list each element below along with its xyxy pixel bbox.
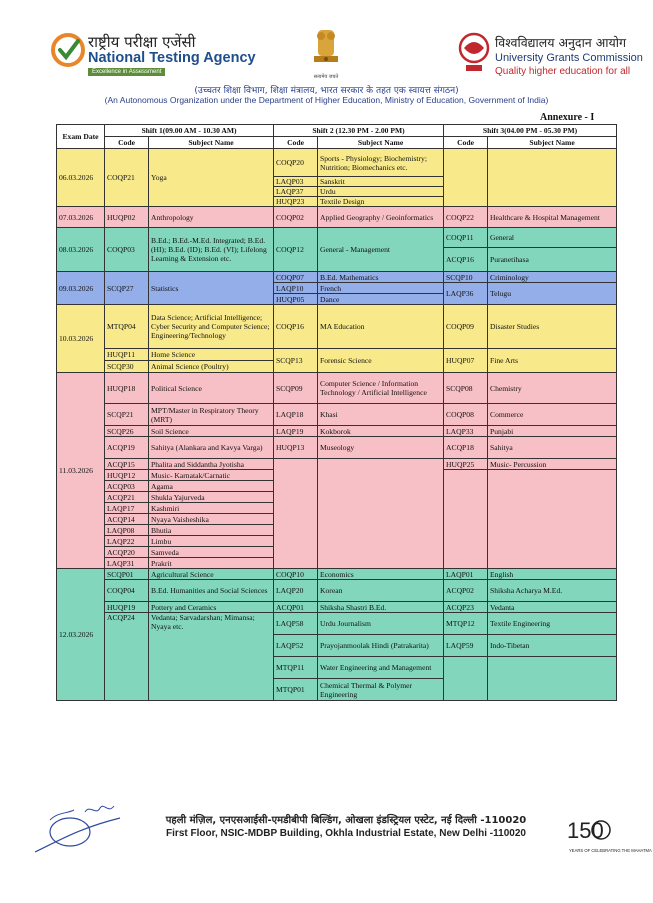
subject-code: LAQP59 xyxy=(444,635,488,657)
subject-name: Sanskrit xyxy=(318,177,444,187)
subject-code: SCQP10 xyxy=(444,272,488,283)
logo-150-text: YEARS OF CELEBRATING THE MAHATMA xyxy=(569,848,652,853)
shift2-header: Shift 2 (12.30 PM - 2.00 PM) xyxy=(274,125,444,137)
signature-stamp-icon xyxy=(30,800,125,860)
subject-name: Soil Science xyxy=(149,426,274,437)
subject-code: COQP07 xyxy=(274,272,318,283)
subject-code: ACQP20 xyxy=(105,547,149,558)
subtitle-english: (An Autonomous Organization under the Department of Higher Education, Ministry of Education, Government of India) xyxy=(104,95,549,105)
subject-name: Animal Science (Poultry) xyxy=(149,361,274,373)
subject-name: Textile Design xyxy=(318,197,444,207)
exam-schedule-table xyxy=(56,124,617,701)
subject-code: LAQP33 xyxy=(444,426,488,437)
subject-name: Water Engineering and Management xyxy=(318,657,444,679)
subject-name: Home Science xyxy=(149,349,274,361)
subject-name: Vedanta xyxy=(488,602,617,613)
table-row xyxy=(57,207,617,228)
subject-name: Disaster Studies xyxy=(488,305,617,349)
subject-name: Shiksha Acharya M.Ed. xyxy=(488,580,617,602)
subject-name: Sahitya xyxy=(488,437,617,459)
subject-name: Khasi xyxy=(318,404,444,426)
subject-code: LAQP18 xyxy=(274,404,318,426)
subject-code: HUQP05 xyxy=(274,294,318,305)
ugc-logo-icon xyxy=(456,32,492,74)
subject-code: COQP12 xyxy=(274,228,318,272)
subject-name: Music- Percussion xyxy=(488,459,617,470)
nta-tagline: Excellence in Assessment xyxy=(88,68,165,76)
table-row xyxy=(57,149,617,177)
page-header xyxy=(0,0,653,120)
subject-code: ACQP03 xyxy=(105,481,149,492)
subject-code: LAQP03 xyxy=(274,177,318,187)
subject-code: LAQP58 xyxy=(274,613,318,635)
subject-name: Sahitya (Alankara and Kavya Varga) xyxy=(149,437,274,459)
subject-code: COQP10 xyxy=(274,569,318,580)
subject-name: Fine Arts xyxy=(488,349,617,373)
subject-name: Music- Karnatak/Carnatic xyxy=(149,470,274,481)
subject-name: Political Science xyxy=(149,373,274,404)
exam-date: 11.03.2026 xyxy=(57,373,105,569)
empty-cell xyxy=(274,459,318,569)
subject-code: SCQP26 xyxy=(105,426,149,437)
subject-name: Computer Science / Information Technology / Artificial Intelligence xyxy=(318,373,444,404)
subject-name: Healthcare & Hospital Management xyxy=(488,207,617,228)
table-row xyxy=(57,228,617,248)
subject-name: English xyxy=(488,569,617,580)
code-header: Code xyxy=(274,137,318,149)
national-emblem-icon xyxy=(308,26,344,76)
table-row xyxy=(57,437,617,459)
subject-code: LAQP08 xyxy=(105,525,149,536)
code-header: Code xyxy=(105,137,149,149)
subject-name: Limbu xyxy=(149,536,274,547)
subject-code: LAQP52 xyxy=(274,635,318,657)
subject-name: Commerce xyxy=(488,404,617,426)
exam-date: 12.03.2026 xyxy=(57,569,105,701)
emblem-motto: सत्यमेव जयते xyxy=(313,74,339,80)
ugc-name: University Grants Commission xyxy=(495,52,643,64)
subject-name: Telugu xyxy=(488,283,617,305)
subject-name: Chemistry xyxy=(488,373,617,404)
subject-name: Bhutia xyxy=(149,525,274,536)
subtitle-hindi: (उच्चतर शिक्षा विभाग, शिक्षा मंत्रालय, भारत सरकार के तहत एक स्वायत्त संगठन) xyxy=(194,86,459,96)
subject-name: Urdu xyxy=(318,187,444,197)
subject-code: HUQP02 xyxy=(105,207,149,228)
table-row xyxy=(57,272,617,283)
shift3-header: Shift 3(04.00 PM - 05.30 PM) xyxy=(444,125,617,137)
empty-cell xyxy=(488,470,617,569)
150-years-mahatma-logo xyxy=(565,808,652,864)
subject-code: HUQP12 xyxy=(105,470,149,481)
subject-name: Prayojanmoolak Hindi (Patrakarita) xyxy=(318,635,444,657)
subject-code: SCQP01 xyxy=(105,569,149,580)
subject-name: Kokborok xyxy=(318,426,444,437)
subject-code: HUQP18 xyxy=(105,373,149,404)
exam-date: 06.03.2026 xyxy=(57,149,105,207)
subject-name: Prakrit xyxy=(149,558,274,569)
subject-code: SCQP08 xyxy=(444,373,488,404)
subject-code: SCQP27 xyxy=(105,272,149,305)
empty-cell xyxy=(488,149,617,207)
subject-code: SCQP30 xyxy=(105,361,149,373)
empty-cell xyxy=(444,470,488,569)
subject-name: Nyaya Vaisheshika xyxy=(149,514,274,525)
nta-name: National Testing Agency xyxy=(88,50,256,66)
subject-code: LAQP22 xyxy=(105,536,149,547)
subject-name: Kashmiri xyxy=(149,503,274,514)
subject-code: COQP04 xyxy=(105,580,149,602)
subject-code: COQP09 xyxy=(444,305,488,349)
subject-name: Chemical Thermal & Polymer Engineering xyxy=(318,679,444,701)
subject-code: MTQP04 xyxy=(105,305,149,349)
subject-name: MA Education xyxy=(318,305,444,349)
logo-150-number: 150 xyxy=(567,818,604,843)
subject-name: Agama xyxy=(149,481,274,492)
subject-code: MTQP12 xyxy=(444,613,488,635)
subject-name: Yoga xyxy=(149,149,274,207)
subject-header: Subject Name xyxy=(149,137,274,149)
subject-name: Shukla Yajurveda xyxy=(149,492,274,503)
subject-code: ACQP14 xyxy=(105,514,149,525)
table-header-row xyxy=(57,125,617,137)
subject-code: COQP16 xyxy=(274,305,318,349)
subject-code: ACQP23 xyxy=(444,602,488,613)
subject-code: HUQP07 xyxy=(444,349,488,373)
subject-code: ACQP19 xyxy=(105,437,149,459)
subject-name: Applied Geography / Geoinformatics xyxy=(318,207,444,228)
subject-name: Indo-Tibetan xyxy=(488,635,617,657)
subject-code: COQP03 xyxy=(105,228,149,272)
annexure-label: Annexure - I xyxy=(540,112,595,123)
subject-name: Urdu Journalism xyxy=(318,613,444,635)
subject-header: Subject Name xyxy=(488,137,617,149)
nta-logo-icon xyxy=(50,32,86,68)
subject-name: Agricultural Science xyxy=(149,569,274,580)
subject-code: COQP21 xyxy=(105,149,149,207)
subject-name: MPT/Master in Respiratory Theory (MRT) xyxy=(149,404,274,426)
subject-code: SCQP13 xyxy=(274,349,318,373)
subject-code: LAQP36 xyxy=(444,283,488,305)
code-header: Code xyxy=(444,137,488,149)
empty-cell xyxy=(444,657,488,701)
subject-code: LAQP17 xyxy=(105,503,149,514)
table-row xyxy=(57,569,617,580)
exam-date-header: Exam Date xyxy=(57,125,105,149)
table-row xyxy=(57,459,617,470)
subject-code: ACQP18 xyxy=(444,437,488,459)
subject-name: Dance xyxy=(318,294,444,305)
subject-code: HUQP23 xyxy=(274,197,318,207)
table-row xyxy=(57,349,617,361)
subject-code: LAQP37 xyxy=(274,187,318,197)
table-row xyxy=(57,305,617,349)
ugc-tagline: Quality higher education for all xyxy=(495,66,631,77)
subject-name: Criminology xyxy=(488,272,617,283)
subject-code: COQP11 xyxy=(444,228,488,248)
subject-name: Samveda xyxy=(149,547,274,558)
table-subheader-row xyxy=(57,137,617,149)
subject-name: Data Science; Artificial Intelligence; Cyber Security and Computer Science; Engineering/Technology xyxy=(149,305,274,349)
subject-code: HUQP13 xyxy=(274,437,318,459)
subject-name: B.Ed. Mathematics xyxy=(318,272,444,283)
exam-date: 09.03.2026 xyxy=(57,272,105,305)
exam-date: 07.03.2026 xyxy=(57,207,105,228)
subject-code: COQP22 xyxy=(444,207,488,228)
subject-name: Phalita and Siddantha Jyotisha xyxy=(149,459,274,470)
subject-name: Museology xyxy=(318,437,444,459)
subject-name: General - Management xyxy=(318,228,444,272)
subject-code: ACQP16 xyxy=(444,248,488,272)
subject-name: Economics xyxy=(318,569,444,580)
subject-code: HUQP19 xyxy=(105,602,149,613)
subject-code: HUQP11 xyxy=(105,349,149,361)
subject-name: Pottery and Ceramics xyxy=(149,602,274,613)
shift1-header: Shift 1(09.00 AM - 10.30 AM) xyxy=(105,125,274,137)
nta-hindi-name: राष्ट्रीय परीक्षा एजेंसी xyxy=(88,33,196,51)
subject-code: ACQP15 xyxy=(105,459,149,470)
table-row xyxy=(57,426,617,437)
exam-date: 10.03.2026 xyxy=(57,305,105,373)
subject-name: B.Ed. Humanities and Social Sciences xyxy=(149,580,274,602)
empty-cell xyxy=(444,149,488,207)
subject-name: Textile Engineering xyxy=(488,613,617,635)
empty-cell xyxy=(488,657,617,701)
subject-code: SCQP21 xyxy=(105,404,149,426)
table-row xyxy=(57,373,617,404)
subject-name: Punjabi xyxy=(488,426,617,437)
subject-code: COQP02 xyxy=(274,207,318,228)
subject-code: LAQP19 xyxy=(274,426,318,437)
subject-name: Sports - Physiology; Biochemistry; Nutrition; Biomechanics etc. xyxy=(318,149,444,177)
table-row xyxy=(57,404,617,426)
subject-name: General xyxy=(488,228,617,248)
address-hindi: पहली मंज़िल, एनएसआईसी-एमडीबीपी बिल्डिंग, ओखला इंडस्ट्रियल एस्टेट, नई दिल्ली -110020 xyxy=(165,815,527,826)
subject-name: Vedanta; Sarvadarshan; Mimansa; Nyaya etc. xyxy=(149,613,274,701)
subject-header: Subject Name xyxy=(318,137,444,149)
subject-name: French xyxy=(318,283,444,294)
subject-code: HUQP25 xyxy=(444,459,488,470)
subject-code: LAQP31 xyxy=(105,558,149,569)
subject-code: MTQP01 xyxy=(274,679,318,701)
subject-name: Puranetihasa xyxy=(488,248,617,272)
subject-code: LAQP10 xyxy=(274,283,318,294)
subject-code: ACQP01 xyxy=(274,602,318,613)
subject-name: Korean xyxy=(318,580,444,602)
subject-code: ACQP02 xyxy=(444,580,488,602)
table-row xyxy=(57,613,617,635)
exam-date: 08.03.2026 xyxy=(57,228,105,272)
table-row xyxy=(57,580,617,602)
subject-code: COQP08 xyxy=(444,404,488,426)
subject-code: MTQP11 xyxy=(274,657,318,679)
subject-code: ACQP24 xyxy=(105,613,149,701)
table-row xyxy=(57,602,617,613)
subject-name: Anthropology xyxy=(149,207,274,228)
address-english: First Floor, NSIC-MDBP Building, Okhla Industrial Estate, New Delhi -110020 xyxy=(166,828,526,839)
subject-name: Forensic Science xyxy=(318,349,444,373)
subject-code: LAQP20 xyxy=(274,580,318,602)
subject-name: Statistics xyxy=(149,272,274,305)
subject-code: LAQP01 xyxy=(444,569,488,580)
subject-name: B.Ed.; B.Ed.-M.Ed. Integrated; B.Ed. (HI); B.Ed. (ID); B.Ed. (VI); Lifelong Learning & Extension etc. xyxy=(149,228,274,272)
subject-code: COQP20 xyxy=(274,149,318,177)
subject-code: SCQP09 xyxy=(274,373,318,404)
subject-code: ACQP21 xyxy=(105,492,149,503)
empty-cell xyxy=(318,459,444,569)
subject-name: Shiksha Shastri B.Ed. xyxy=(318,602,444,613)
ugc-hindi-name: विश्वविद्यालय अनुदान आयोग xyxy=(495,35,627,50)
